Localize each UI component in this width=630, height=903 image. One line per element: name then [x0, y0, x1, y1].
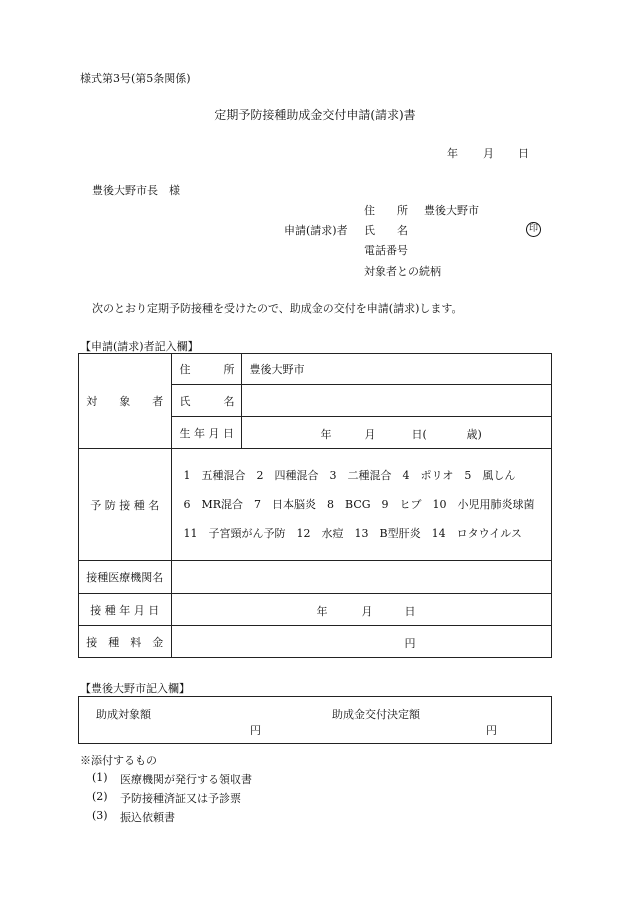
vaccine-row: 11 子宮頸がん予防 12 水痘 13 B型肝炎 14 ロタウイルス — [183, 527, 522, 540]
subject-birth-label: 生 年 月 日 — [171, 417, 241, 449]
subject-name-label: 氏 名 — [171, 385, 241, 417]
vaccination-date-field[interactable] — [171, 594, 551, 626]
section2-title: 【豊後大野市記入欄】 — [80, 682, 190, 695]
attachment-num: (3) — [92, 809, 108, 822]
birth-day: 日( — [411, 428, 427, 441]
vaccine-row: 6 MR混合 7 日本脳炎 8 BCG 9 ヒブ 10 小児用肺炎球菌 — [183, 498, 535, 511]
subject-address-value[interactable]: 豊後大野市 — [241, 354, 552, 385]
attachments-heading: ※添付するもの — [80, 754, 157, 767]
birth-age: 歳) — [466, 428, 482, 441]
decision-unit: 円 — [486, 724, 497, 737]
vaccination-month: 月 — [361, 605, 373, 618]
applicant-label: 申請(請求)者 — [284, 224, 348, 237]
city-entry-box — [78, 696, 552, 744]
subsidy-label: 助成対象額 — [96, 708, 151, 721]
subject-address-label: 住 所 — [171, 354, 241, 385]
fee-label: 接 種 料 金 — [79, 626, 172, 658]
attachment-text: 振込依頼書 — [120, 811, 175, 824]
birth-year: 年 — [320, 428, 332, 441]
birth-month: 月 — [364, 428, 376, 441]
subject-label: 対 象 者 — [79, 354, 172, 449]
subject-birth-field[interactable] — [241, 417, 552, 449]
applicant-name-label: 氏 名 — [364, 224, 408, 237]
seal-icon: 印 — [526, 222, 541, 237]
date-month: 月 — [483, 147, 494, 160]
subsidy-unit: 円 — [250, 724, 261, 737]
attachment-num: (1) — [92, 771, 108, 784]
vaccine-label: 予 防 接 種 名 — [79, 449, 172, 561]
fee-field[interactable] — [171, 626, 551, 658]
date-day: 日 — [518, 147, 529, 160]
vaccine-row: 1 五種混合 2 四種混合 3 二種混合 4 ポリオ 5 風しん — [183, 469, 516, 482]
form-number: 様式第3号(第5条関係) — [80, 72, 191, 85]
seal-mark — [526, 221, 541, 237]
attachment-text: 医療機関が発行する領収書 — [120, 773, 252, 786]
addressee: 豊後大野市長 様 — [92, 184, 180, 197]
page-title: 定期予防接種助成金交付申請(請求)書 — [214, 108, 416, 122]
application-table — [78, 353, 552, 658]
date-year: 年 — [447, 147, 458, 160]
fee-unit: 円 — [404, 637, 416, 650]
applicant-address-value: 豊後大野市 — [424, 204, 479, 217]
vaccination-year: 年 — [316, 605, 328, 618]
facility-label: 接種医療機関名 — [79, 561, 172, 594]
applicant-phone-label: 電話番号 — [364, 244, 408, 257]
attachment-text: 予防接種済証又は予診票 — [120, 792, 241, 805]
vaccine-list[interactable] — [171, 449, 551, 561]
applicant-relation-label: 対象者との続柄 — [364, 265, 441, 278]
attachment-num: (2) — [92, 790, 108, 803]
subject-name-field[interactable] — [241, 385, 552, 417]
vaccination-date-label: 接 種 年 月 日 — [79, 594, 172, 626]
decision-label: 助成金交付決定額 — [332, 708, 420, 721]
facility-field[interactable] — [171, 561, 551, 594]
section1-title: 【申請(請求)者記入欄】 — [80, 340, 199, 353]
statement: 次のとおり定期予防接種を受けたので、助成金の交付を申請(請求)します。 — [92, 302, 463, 315]
applicant-address-label: 住 所 — [364, 204, 408, 217]
vaccination-day: 日 — [404, 605, 416, 618]
